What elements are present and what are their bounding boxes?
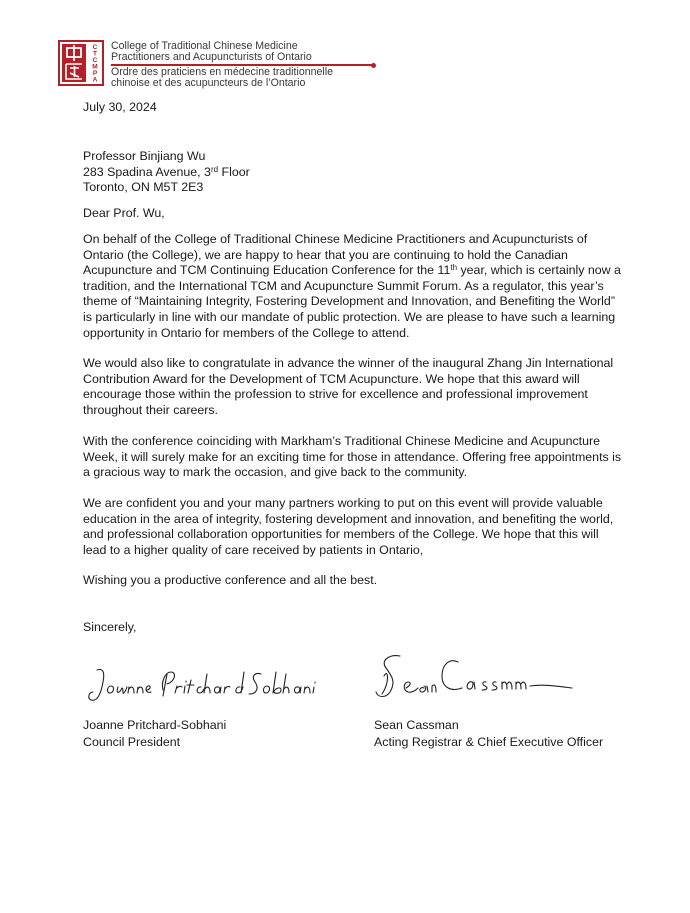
svg-text:M: M [92, 63, 98, 71]
signatory-2-title: Acting Registrar & Chief Executive Officer [374, 735, 604, 749]
letter-date: July 30, 2024 [83, 100, 157, 114]
paragraph-2: We would also like to congratulate in advance the winner of the inaugural Zhang Jin International Contribution Award for the Development of TCM Acupuncture. We hope that this award will encourage those within the profession to strive for excellence and professional improvement throughout their careers. [83, 356, 614, 417]
street-ordinal: rd [210, 164, 219, 174]
recipient-name: Professor Binjiang Wu [83, 149, 206, 163]
street-text: 283 Spadina Avenue, 3 [83, 164, 211, 179]
signatory-1-title: Council President [83, 735, 181, 749]
recipient-street [83, 165, 250, 181]
signatory-1-name: Joanne Pritchard-Sobhani [83, 718, 227, 732]
paragraph-1-part-b: year, which is certainly now a tradition, and the International TCM and Acupuncture Summit Forum. As a regulator, this year’s theme of “Maintaining Integrity, Fostering Development and Innovation, and Benefiting the World” is particularly in line with our mandate of public protection. We are please to have such a learning opportunity in Ontario for members of the College to attend. [83, 263, 621, 340]
svg-text:T: T [93, 50, 97, 58]
signature-joanne [85, 660, 325, 710]
paragraph-1-part-a: On behalf of the College of Traditional Chinese Medicine Practitioners and Acupuncturists of Ontario (the College), we are happy to hear that you are continuing to hold the Canadian Acupuncture and TCM Continuing Education Conference for the 11 [83, 232, 588, 278]
paragraph-1-ordinal: th [450, 263, 458, 273]
paragraph-3: With the conference coinciding with Markham’s Traditional Chinese Medicine and Acupuncture Week, it will surely make for an exciting time for those in attendance. Offering free appointments is a gracious way to mark the occasion, and give back to the community. [83, 434, 622, 480]
letterhead [58, 40, 348, 88]
org-name-english: College of Traditional Chinese Medicine Practitioners and Acupuncturists of Ontario [111, 40, 312, 63]
paragraph-4: We are confident you and your many partners working to put on this event will provide valuable education in the area of integrity, fostering development and innovation, and benefiting the world, and professional collaboration opportunities for members of the College. We hope that this will lead to a higher quality of care received by patients in Ontario, [83, 496, 614, 557]
signature-sean [372, 648, 582, 706]
svg-text:C: C [92, 57, 98, 64]
salutation: Dear Prof. Wu, [83, 206, 165, 220]
paragraph-1 [83, 232, 623, 341]
paragraph-5: Wishing you a productive conference and all the best. [83, 573, 378, 587]
college-logo-icon [58, 40, 104, 86]
svg-text:C: C [92, 44, 98, 51]
svg-text:A: A [92, 76, 98, 84]
svg-text:P: P [92, 70, 98, 77]
signatory-2-name: Sean Cassman [374, 718, 459, 732]
recipient-city: Toronto, ON M5T 2E3 [83, 180, 204, 195]
closing: Sincerely, [83, 620, 137, 634]
org-name-french: Ordre des praticiens en médecine traditionnelle chinoise et des acupuncteurs de l’Ontario [111, 66, 334, 89]
street-floor: Floor [218, 164, 250, 179]
recipient-address [83, 149, 250, 196]
